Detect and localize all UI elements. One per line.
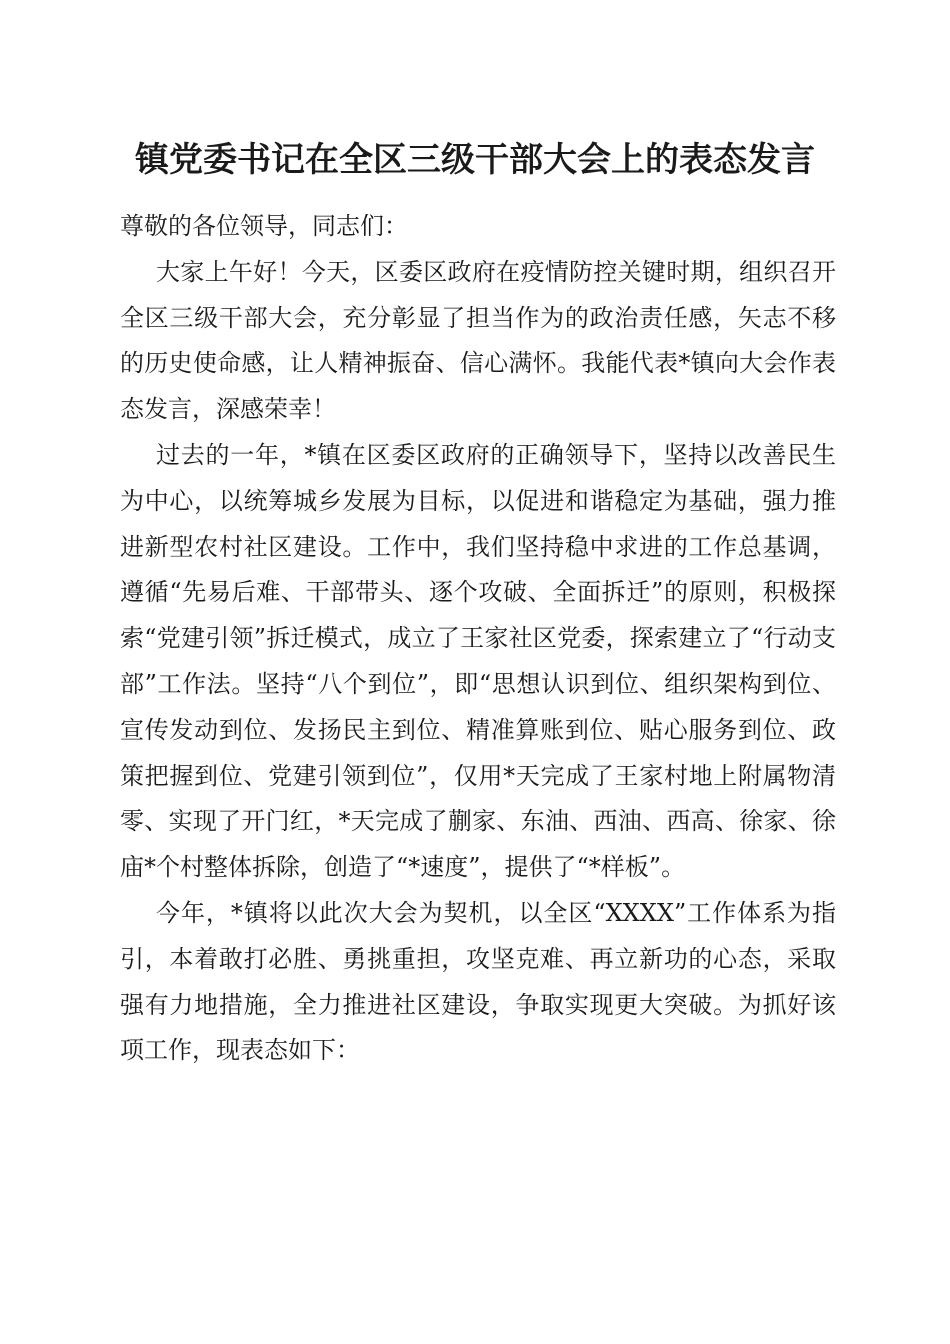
salutation: 尊敬的各位领导，同志们： <box>120 212 408 240</box>
document-body <box>120 204 836 1074</box>
paragraph-3: 今年，*镇将以此次大会为契机，以全区“XXXX”工作体系为指引，本着敢打必胜、勇挑重担，攻坚克难、再立新功的心态，采取强有力地措施，全力推进社区建设，争取实现更大突破。为抓好该项工作，现表态如下： <box>120 898 836 1065</box>
paragraph-1: 大家上午好！今天，区委区政府在疫情防控关键时期，组织召开全区三级干部大会，充分彰显了担当作为的政治责任感，矢志不移的历史使命感，让人精神振奋、信心满怀。我能代表*镇向大会作表态发言，深感荣幸！ <box>120 257 836 424</box>
document-title: 镇党委书记在全区三级干部大会上的表态发言 <box>135 140 815 180</box>
paragraph-2: 过去的一年，*镇在区委区政府的正确领导下，坚持以改善民生为中心，以统筹城乡发展为目标，以促进和谐稳定为基础，强力推进新型农村社区建设。工作中，我们坚持稳中求进的工作总基调，遵循“先易后难、干部带头、逐个攻破、全面拆迁”的原则，积极探索“党建引领”拆迁模式，成立了王家社区党委，探索建立了“行动支部”工作法。坚持“八个到位”，即“思想认识到位、组织架构到位、宣传发动到位、发扬民主到位、精准算账到位、贴心服务到位、政策把握到位、党建引领到位”，仅用*天完成了王家村地上附属物清零、实现了开门红，*天完成了蒯家、东油、西油、西高、徐家、徐庙*个村整体拆除，创造了“*速度”，提供了“*样板”。 <box>120 440 836 882</box>
